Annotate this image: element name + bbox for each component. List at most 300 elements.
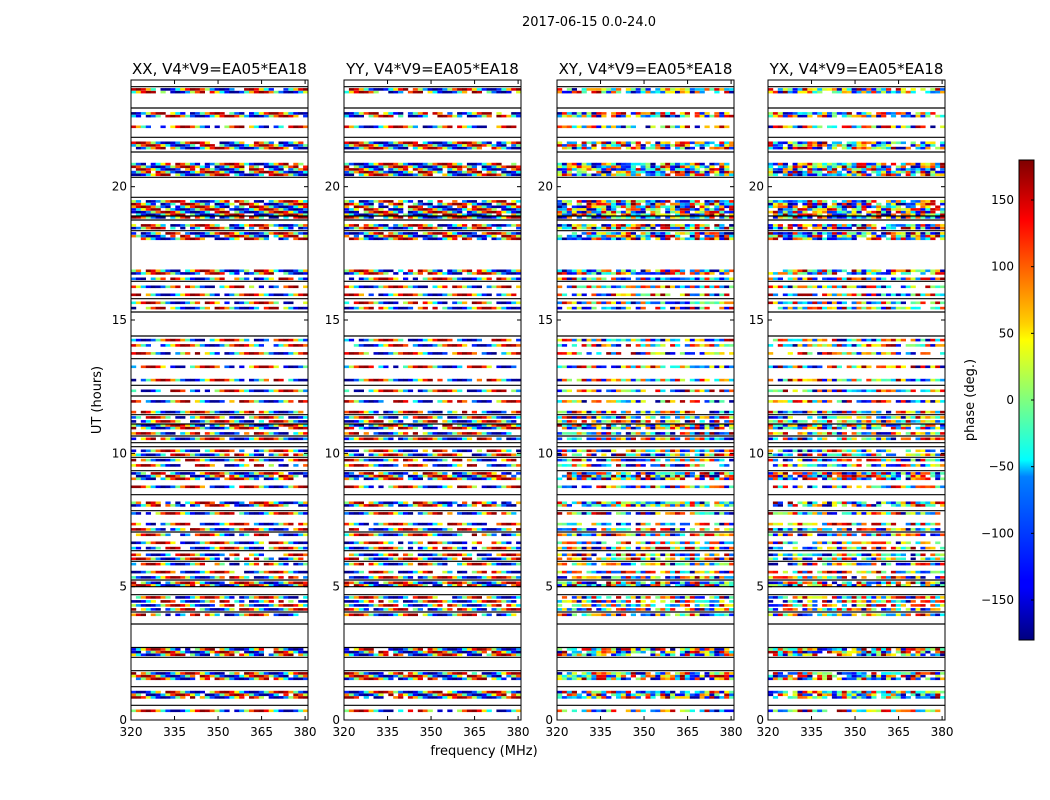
phase-cell	[413, 691, 418, 694]
phase-cell	[269, 523, 274, 526]
phase-cell	[185, 126, 190, 129]
phase-cell	[442, 203, 447, 206]
phase-cell	[447, 651, 452, 654]
phase-cell	[234, 432, 239, 435]
phase-cell	[190, 691, 195, 694]
phase-cell	[249, 475, 254, 478]
phase-cell	[374, 459, 379, 462]
phase-cell	[354, 432, 359, 435]
phase-cell	[452, 200, 457, 203]
phase-cell	[244, 528, 249, 531]
phase-cell	[388, 278, 393, 281]
phase-cell	[200, 542, 205, 545]
phase-cell	[269, 547, 274, 550]
phase-cell	[215, 472, 220, 475]
phase-cell	[141, 478, 146, 481]
phase-cell	[239, 390, 244, 393]
phase-cell	[185, 286, 190, 289]
phase-cell	[170, 600, 175, 603]
phase-cell	[259, 147, 264, 150]
phase-cell	[288, 420, 293, 423]
phase-cell	[215, 232, 220, 235]
phase-cell	[437, 352, 442, 355]
phase-cell	[141, 654, 146, 657]
phase-cell	[279, 432, 284, 435]
phase-cell	[229, 571, 234, 574]
phase-cell	[293, 163, 298, 166]
phase-cell	[369, 534, 374, 537]
phase-cell	[215, 339, 220, 342]
phase-cell	[344, 694, 349, 697]
phase-cell	[141, 672, 146, 675]
phase-cell	[393, 206, 398, 209]
phase-cell	[349, 604, 354, 607]
phase-cell	[205, 694, 210, 697]
phase-cell	[279, 339, 284, 342]
phase-cell	[452, 432, 457, 435]
phase-cell	[374, 420, 379, 423]
phase-cell	[244, 294, 249, 297]
phase-cell	[501, 302, 506, 305]
phase-cell	[210, 427, 215, 430]
phase-cell	[185, 432, 190, 435]
phase-cell	[359, 427, 364, 430]
phase-cell	[156, 112, 161, 115]
phase-cell	[165, 459, 170, 462]
phase-cell	[210, 691, 215, 694]
phase-cell	[487, 710, 492, 713]
phase-cell	[413, 235, 418, 238]
phase-cell	[141, 614, 146, 617]
phase-cell	[423, 224, 428, 227]
phase-cell	[413, 504, 418, 507]
phase-cell	[274, 614, 279, 617]
phase-cell	[487, 528, 492, 531]
phase-cell	[393, 604, 398, 607]
phase-cell	[477, 478, 482, 481]
phase-cell	[269, 224, 274, 227]
phase-cell	[359, 582, 364, 585]
phase-cell	[200, 654, 205, 657]
phase-cell	[467, 459, 472, 462]
phase-cell	[283, 672, 288, 675]
phase-cell	[249, 166, 254, 169]
phase-cell	[146, 582, 151, 585]
phase-cell	[151, 238, 156, 241]
phase-cell	[283, 648, 288, 651]
phase-cell	[369, 710, 374, 713]
phase-cell	[408, 454, 413, 457]
phase-cell	[349, 270, 354, 273]
phase-cell	[224, 203, 229, 206]
phase-cell	[254, 171, 259, 174]
phase-cell	[437, 563, 442, 566]
phase-cell	[408, 675, 413, 678]
phase-cell	[496, 432, 501, 435]
phase-cell	[175, 582, 180, 585]
phase-cell	[136, 200, 141, 203]
phase-cell	[165, 168, 170, 171]
phase-cell	[492, 691, 497, 694]
phase-cell	[467, 654, 472, 657]
phase-cell	[249, 648, 254, 651]
phase-cell	[496, 174, 501, 177]
phase-cell	[447, 238, 452, 241]
phase-cell	[283, 115, 288, 118]
phase-cell	[165, 512, 170, 515]
phase-cell	[369, 238, 374, 241]
phase-cell	[383, 554, 388, 557]
phase-cell	[511, 211, 516, 214]
phase-cell	[220, 710, 225, 713]
phase-cell	[472, 427, 477, 430]
phase-cell	[457, 227, 462, 230]
phase-cell	[244, 576, 249, 579]
phase-cell	[180, 366, 185, 369]
phase-cell	[175, 147, 180, 150]
phase-cell	[437, 438, 442, 441]
phase-cell	[423, 502, 428, 505]
phase-cell	[131, 294, 136, 297]
phase-cell	[501, 200, 506, 203]
phase-cell	[472, 411, 477, 414]
phase-cell	[288, 554, 293, 557]
phase-cell	[269, 582, 274, 585]
phase-cell	[220, 475, 225, 478]
phase-cell	[288, 472, 293, 475]
phase-cell	[215, 416, 220, 419]
phase-cell	[180, 427, 185, 430]
phase-cell	[141, 147, 146, 150]
phase-cell	[254, 534, 259, 537]
phase-cell	[170, 694, 175, 697]
phase-cell	[447, 420, 452, 423]
phase-cell	[131, 302, 136, 305]
phase-cell	[220, 163, 225, 166]
phase-cell	[224, 163, 229, 166]
phase-cell	[388, 174, 393, 177]
phase-cell	[364, 648, 369, 651]
phase-cell	[210, 464, 215, 467]
phase-cell	[205, 235, 210, 238]
phase-cell	[210, 696, 215, 699]
phase-cell	[472, 206, 477, 209]
phase-cell	[190, 604, 195, 607]
phase-cell	[364, 438, 369, 441]
phase-cell	[195, 672, 200, 675]
phase-cell	[239, 547, 244, 550]
phase-cell	[136, 571, 141, 574]
phase-cell	[259, 294, 264, 297]
phase-cell	[398, 270, 403, 273]
phase-cell	[156, 420, 161, 423]
phase-cell	[234, 558, 239, 561]
phase-cell	[141, 608, 146, 611]
phase-cell	[269, 272, 274, 275]
phase-cell	[359, 678, 364, 681]
phase-cell	[403, 294, 408, 297]
phase-cell	[205, 576, 210, 579]
phase-cell	[274, 576, 279, 579]
phase-cell	[393, 379, 398, 382]
phase-cell	[447, 232, 452, 235]
phase-cell	[131, 344, 136, 347]
phase-cell	[506, 558, 511, 561]
phase-cell	[437, 400, 442, 403]
phase-cell	[200, 232, 205, 235]
phase-cell	[259, 648, 264, 651]
phase-cell	[428, 504, 433, 507]
phase-cell	[482, 352, 487, 355]
phase-cell	[418, 206, 423, 209]
phase-cell	[506, 464, 511, 467]
phase-cell	[428, 486, 433, 489]
phase-cell	[156, 272, 161, 275]
phase-cell	[511, 576, 516, 579]
phase-cell	[447, 582, 452, 585]
phase-cell	[349, 651, 354, 654]
phase-cell	[234, 438, 239, 441]
phase-cell	[467, 438, 472, 441]
phase-cell	[274, 651, 279, 654]
phase-cell	[293, 232, 298, 235]
phase-cell	[462, 486, 467, 489]
phase-cell	[210, 523, 215, 526]
phase-cell	[298, 232, 303, 235]
phase-cell	[264, 366, 269, 369]
phase-cell	[506, 576, 511, 579]
phase-cell	[447, 235, 452, 238]
phase-cell	[156, 651, 161, 654]
phase-cell	[437, 211, 442, 214]
phase-cell	[165, 710, 170, 713]
phase-cell	[254, 211, 259, 214]
phase-cell	[374, 710, 379, 713]
phase-cell	[487, 504, 492, 507]
phase-cell	[283, 147, 288, 150]
phase-cell	[418, 454, 423, 457]
phase-cell	[200, 112, 205, 115]
phase-cell	[283, 166, 288, 169]
phase-cell	[442, 600, 447, 603]
phase-cell	[501, 571, 506, 574]
phase-cell	[487, 307, 492, 310]
phase-cell	[457, 302, 462, 305]
phase-cell	[408, 648, 413, 651]
phase-cell	[457, 420, 462, 423]
phase-cell	[418, 554, 423, 557]
phase-cell	[229, 163, 234, 166]
phase-cell	[156, 534, 161, 537]
phase-cell	[492, 696, 497, 699]
phase-cell	[136, 126, 141, 129]
phase-cell	[220, 672, 225, 675]
phase-cell	[165, 144, 170, 147]
phase-cell	[298, 558, 303, 561]
phase-cell	[215, 475, 220, 478]
phase-cell	[205, 554, 210, 557]
phase-cell	[423, 504, 428, 507]
phase-cell	[388, 454, 393, 457]
phase-cell	[269, 571, 274, 574]
phase-cell	[472, 235, 477, 238]
phase-cell	[234, 420, 239, 423]
phase-cell	[239, 654, 244, 657]
phase-cell	[288, 278, 293, 281]
phase-cell	[224, 694, 229, 697]
phase-cell	[511, 651, 516, 654]
phase-cell	[487, 294, 492, 297]
phase-cell	[492, 416, 497, 419]
phase-cell	[244, 270, 249, 273]
phase-cell	[200, 235, 205, 238]
phase-cell	[274, 286, 279, 289]
phase-cell	[141, 710, 146, 713]
phase-cell	[349, 563, 354, 566]
phase-cell	[239, 582, 244, 585]
phase-cell	[457, 379, 462, 382]
phase-cell	[408, 478, 413, 481]
phase-cell	[239, 168, 244, 171]
phase-cell	[170, 512, 175, 515]
phase-cell	[220, 648, 225, 651]
phase-cell	[210, 604, 215, 607]
phase-cell	[234, 270, 239, 273]
phase-cell	[447, 558, 452, 561]
phase-cell	[151, 614, 156, 617]
phase-cell	[205, 420, 210, 423]
phase-cell	[349, 694, 354, 697]
phase-cell	[344, 270, 349, 273]
phase-cell	[146, 126, 151, 129]
phase-cell	[408, 411, 413, 414]
phase-cell	[374, 411, 379, 414]
phase-cell	[269, 486, 274, 489]
phase-cell	[482, 232, 487, 235]
phase-cell	[354, 208, 359, 211]
phase-cell	[234, 339, 239, 342]
phase-cell	[190, 302, 195, 305]
phase-cell	[359, 227, 364, 230]
phase-cell	[215, 478, 220, 481]
phase-cell	[293, 144, 298, 147]
phase-cell	[344, 211, 349, 214]
phase-cell	[293, 672, 298, 675]
phase-cell	[496, 563, 501, 566]
phase-cell	[403, 502, 408, 505]
phase-cell	[487, 224, 492, 227]
phase-cell	[393, 486, 398, 489]
phase-cell	[462, 696, 467, 699]
phase-cell	[413, 648, 418, 651]
phase-cell	[254, 504, 259, 507]
phase-cell	[369, 379, 374, 382]
phase-cell	[354, 554, 359, 557]
phase-cell	[413, 294, 418, 297]
phase-cell	[418, 596, 423, 599]
phase-cell	[349, 352, 354, 355]
phase-cell	[393, 554, 398, 557]
phase-cell	[452, 696, 457, 699]
phase-cell	[496, 286, 501, 289]
phase-cell	[190, 502, 195, 505]
phase-cell	[418, 400, 423, 403]
phase-cell	[501, 534, 506, 537]
phase-cell	[393, 547, 398, 550]
phase-cell	[477, 691, 482, 694]
phase-cell	[175, 232, 180, 235]
phase-cell	[249, 478, 254, 481]
phase-cell	[369, 206, 374, 209]
phase-cell	[151, 475, 156, 478]
phase-cell	[185, 450, 190, 453]
phase-cell	[195, 459, 200, 462]
phase-cell	[413, 174, 418, 177]
phase-cell	[180, 472, 185, 475]
phase-cell	[229, 486, 234, 489]
phase-cell	[254, 366, 259, 369]
phase-cell	[344, 542, 349, 545]
phase-cell	[506, 596, 511, 599]
phase-cell	[254, 126, 259, 129]
phase-cell	[200, 366, 205, 369]
phase-cell	[374, 302, 379, 305]
phase-cell	[279, 278, 284, 281]
phase-cell	[408, 654, 413, 657]
phase-cell	[274, 710, 279, 713]
phase-cell	[283, 604, 288, 607]
phase-cell	[403, 272, 408, 275]
phase-cell	[185, 691, 190, 694]
phase-cell	[175, 576, 180, 579]
phase-cell	[418, 678, 423, 681]
phase-cell	[378, 420, 383, 423]
phase-cell	[288, 344, 293, 347]
phase-cell	[264, 88, 269, 91]
phase-cell	[146, 450, 151, 453]
phase-cell	[195, 691, 200, 694]
phase-cell	[378, 366, 383, 369]
phase-cell	[447, 696, 452, 699]
phase-cell	[428, 400, 433, 403]
phase-cell	[477, 270, 482, 273]
phase-cell	[259, 675, 264, 678]
phase-cell	[229, 563, 234, 566]
phase-cell	[175, 302, 180, 305]
phase-cell	[283, 307, 288, 310]
phase-cell	[190, 427, 195, 430]
phase-cell	[393, 203, 398, 206]
phase-cell	[408, 547, 413, 550]
phase-cell	[487, 432, 492, 435]
phase-cell	[364, 576, 369, 579]
phase-cell	[354, 211, 359, 214]
phase-cell	[398, 696, 403, 699]
phase-cell	[288, 115, 293, 118]
phase-cell	[482, 238, 487, 241]
phase-cell	[205, 604, 210, 607]
phase-cell	[293, 542, 298, 545]
phase-cell	[170, 576, 175, 579]
phase-cell	[447, 344, 452, 347]
phase-cell	[131, 654, 136, 657]
phase-cell	[200, 571, 205, 574]
phase-cell	[506, 352, 511, 355]
phase-cell	[131, 571, 136, 574]
phase-cell	[170, 608, 175, 611]
phase-cell	[288, 168, 293, 171]
phase-cell	[492, 450, 497, 453]
